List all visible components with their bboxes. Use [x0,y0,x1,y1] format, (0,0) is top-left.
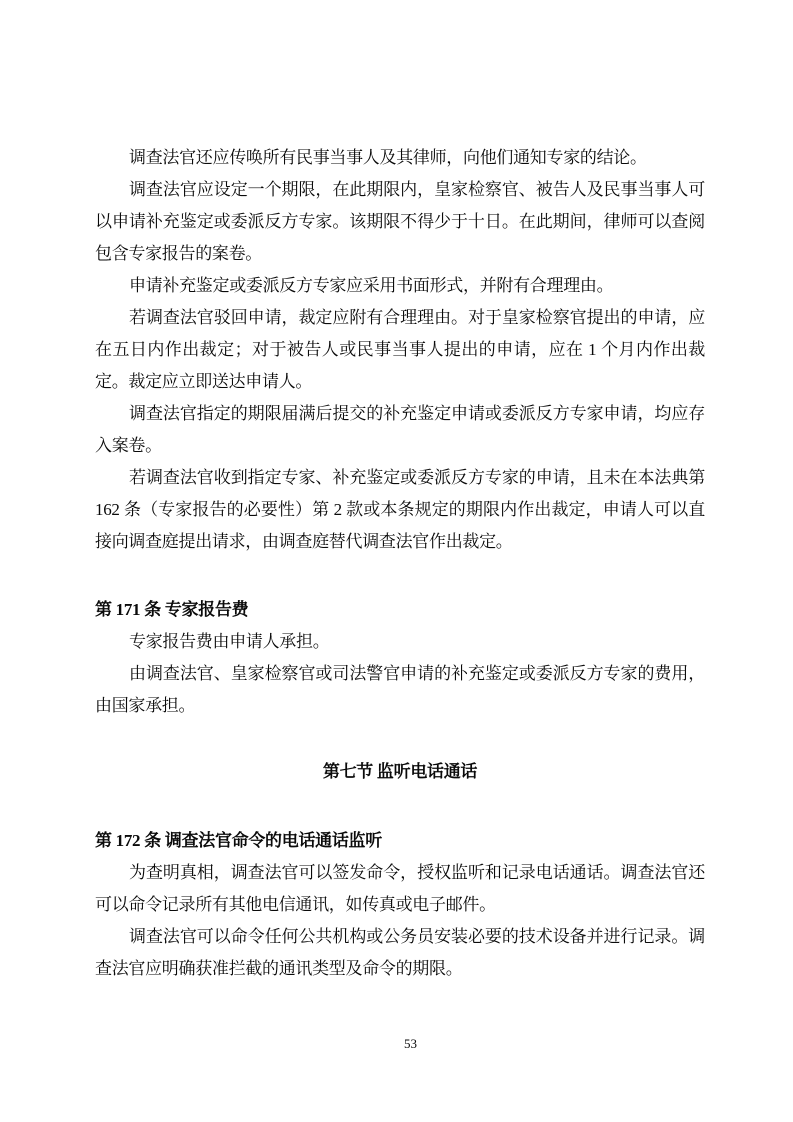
paragraph: 调查法官指定的期限届满后提交的补充鉴定申请或委派反方专家申请，均应存入案卷。 [95,404,705,455]
paragraph: 若调查法官驳回申请，裁定应附有合理理由。对于皇家检察官提出的申请，应在五日内作出裁定；对于被告人或民事当事人提出的申请，应在 1 个月内作出裁定。裁定应立即送达申请人。 [95,308,705,391]
paragraph: 调查法官应设定一个期限，在此期限内，皇家检察官、被告人及民事当事人可以申请补充鉴定或委派反方专家。该期限不得少于十日。在此期间，律师可以查阅包含专家报告的案卷。 [95,180,705,263]
paragraph: 专家报告费由申请人承担。 [129,632,330,651]
paragraph: 调查法官还应传唤所有民事当事人及其律师，向他们通知专家的结论。 [129,148,647,167]
section-7-heading: 第七节 监听电话通话 [322,762,478,781]
article-171-heading: 第 171 条 专家报告费 [95,600,249,619]
paragraph: 调查法官可以命令任何公共机构或公务员安装必要的技术设备并进行记录。调查法官应明确获准拦截的通讯类型及命令的期限。 [95,927,705,978]
article-172-heading: 第 172 条 调查法官命令的电话通话监听 [95,831,382,850]
paragraph: 申请补充鉴定或委派反方专家应采用书面形式，并附有合理理由。 [129,276,614,295]
page-number: 53 [404,1036,417,1051]
paragraph: 若调查法官收到指定专家、补充鉴定或委派反方专家的申请，且未在本法典第 162 条（专家报告的必要性）第 2 款或本条规定的期限内作出裁定，申请人可以直接向调查庭提出请求，由调查庭替代调查法官作出裁定。 [95,468,705,551]
paragraph: 由调查法官、皇家检察官或司法警官申请的补充鉴定或委派反方专家的费用，由国家承担。 [95,664,705,715]
document-body [95,142,705,985]
paragraph: 为查明真相，调查法官可以签发命令，授权监听和记录电话通话。调查法官还可以命令记录所有其他电信通讯，如传真或电子邮件。 [95,863,705,914]
